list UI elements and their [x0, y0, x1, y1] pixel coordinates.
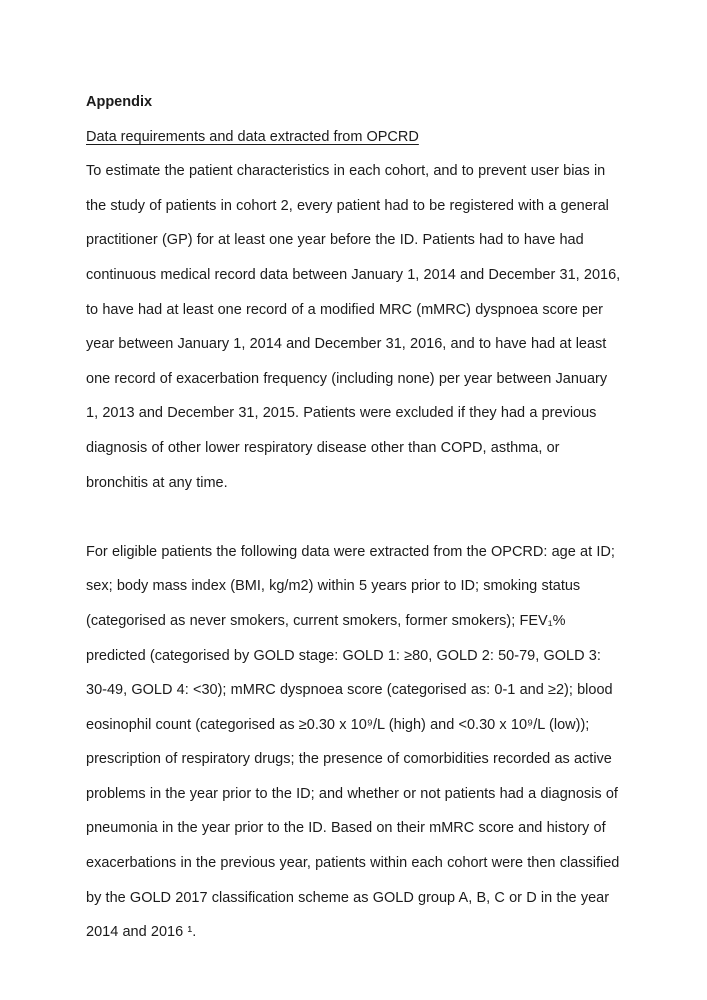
paragraph-eligibility-criteria: To estimate the patient characteristics in each cohort, and to prevent user bias in the study of patients in cohort 2, every patient had to be registered with a general practitioner (GP) for at least one year before the ID. Patients had to have had continuous medical record data between January 1, 2014 and December 31, 2016, to have had at least one record of a modified MRC (mMRC) dyspnoea score per year between January 1, 2014 and December 31, 2016, and to have had at least one record of exacerbation frequency (including none) per year between January 1, 2013 and December 31, 2015. Patients were excluded if they had a previous diagnosis of other lower respiratory disease other than COPD, asthma, or bronchitis at any time. — [86, 163, 621, 491]
section-title: Data requirements and data extracted from OPCRD — [86, 128, 419, 145]
appendix-heading: Appendix — [86, 94, 153, 110]
paragraph-extracted-data: For eligible patients the following data were extracted from the OPCRD: age at ID; sex; body mass index (BMI, kg/m2) within 5 years prior to ID; smoking status (categorised as never smokers, current smokers, former smokers); FEV₁% predicted (categorised by GOLD stage: GOLD 1: ≥80, GOLD 2: 50-79, GOLD 3: 30-49, GOLD 4: <30); mMRC dyspnoea score (categorised as: 0-1 and ≥2); blood eosinophil count (categorised as ≥0.30 x 10⁹/L (high) and <0.30 x 10⁹/L (low)); prescription of respiratory drugs; the presence of comorbidities recorded as active problems in the year prior to the ID; and whether or not patients had a diagnosis of pneumonia in the year prior to the ID. Based on their mMRC score and history of exacerbations in the previous year, patients within each cohort were then classified by the GOLD 2017 classification scheme as GOLD group A, B, C or D in the year 2014 and 2016 ¹. — [86, 543, 620, 941]
